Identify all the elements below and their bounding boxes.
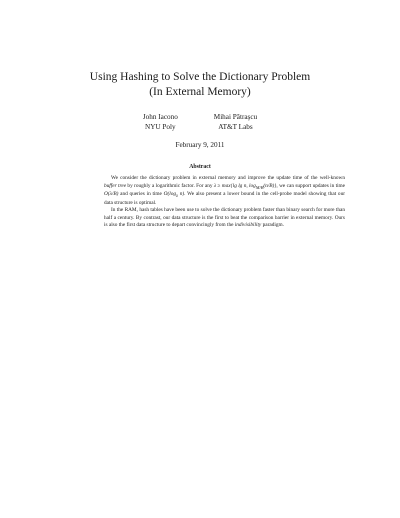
abstract-heading: Abstract — [189, 164, 211, 170]
abstract-text: . We also present a lower bound in the cell-probe model showing that our data structure is optimal. — [104, 191, 345, 206]
math-subscript: λ — [176, 193, 178, 199]
math-expression: O(λ/B) — [104, 191, 119, 198]
math-subscript: M/B — [255, 184, 264, 190]
abstract-text: by roughly a logarithmic factor. For any — [126, 182, 214, 189]
abstract-text: paradigm. — [261, 222, 284, 229]
author-affiliation: NYU Poly — [145, 123, 176, 131]
title-line-1: Using Hashing to Solve the Dictionary Problem — [89, 71, 311, 83]
author-1 — [143, 112, 178, 132]
paper-date: February 9, 2011 — [175, 141, 225, 149]
abstract-italic-term: buffer tree — [104, 182, 127, 189]
math-text: (n/B)} — [263, 182, 277, 189]
math-text: λ ≥ max{lg lg n, log — [213, 182, 256, 189]
abstract-paragraph-1 — [104, 175, 345, 207]
title-line-2: (In External Memory) — [149, 86, 251, 98]
author-block — [0, 112, 400, 132]
math-expression — [214, 183, 277, 189]
abstract-text: and queries in time — [118, 191, 164, 198]
math-expression — [164, 191, 184, 197]
math-text: O(log — [163, 191, 177, 198]
author-2 — [214, 112, 257, 132]
author-affiliation: AT&T Labs — [218, 123, 253, 131]
abstract-body — [104, 175, 345, 230]
author-name: Mihai Pătraşcu — [213, 113, 258, 121]
abstract-text: In the RAM, hash tables have been use to solve the dictionary problem faster than binary search for more than half a century. By contrast, our data structure is the first to beat the comparison barrier in external memory. Ours is also the first data structure to depart convincingly from the — [104, 207, 345, 229]
abstract-text: , we can support updates in time — [276, 182, 346, 189]
math-text: n) — [177, 191, 185, 198]
abstract-paragraph-2 — [104, 207, 345, 230]
abstract-italic-term: indivisibility — [234, 222, 262, 229]
author-name: John Iacono — [142, 113, 178, 121]
paper-title — [0, 70, 400, 100]
abstract-text: We consider the dictionary problem in external memory and improve the update time of the well-known — [111, 175, 345, 181]
